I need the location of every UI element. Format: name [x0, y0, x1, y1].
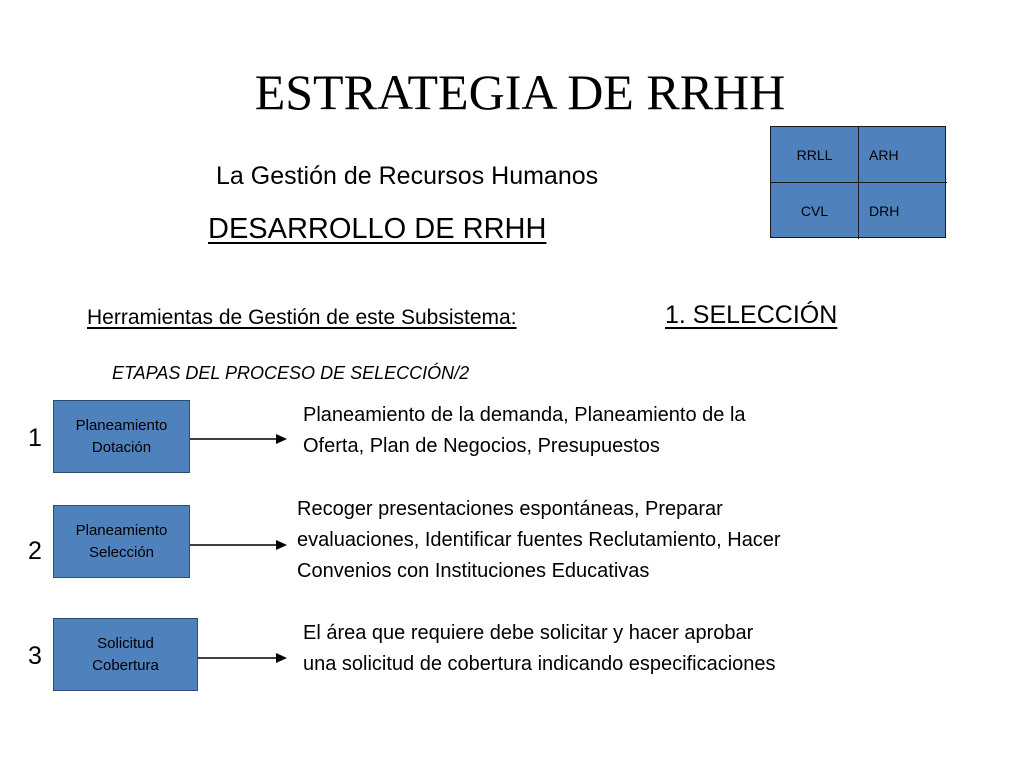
description-line: una solicitud de cobertura indicando especificaciones: [303, 653, 776, 675]
section-heading: DESARROLLO DE RRHH: [208, 213, 547, 245]
description-line: Recoger presentaciones espontáneas, Preparar: [297, 498, 723, 520]
area-matrix: [770, 126, 946, 238]
step-box-planeamiento-dotacion: [53, 400, 190, 473]
tool-name: 1. SELECCIÓN: [665, 301, 838, 329]
description-line: Convenios con Instituciones Educativas: [297, 560, 650, 582]
slide-title: ESTRATEGIA DE RRHH: [254, 64, 786, 120]
step-description-3: [303, 618, 776, 680]
step-description-1: [303, 400, 746, 462]
tools-label: Herramientas de Gestión de este Subsistema:: [87, 306, 517, 329]
stages-title: ETAPAS DEL PROCESO DE SELECCIÓN/2: [112, 363, 470, 383]
matrix-cell-cvl: CVL: [771, 183, 859, 239]
step-description-2: [297, 494, 781, 587]
step-box-line: Solicitud: [97, 634, 154, 652]
arrow-icon: [190, 536, 290, 554]
description-line: evaluaciones, Identificar fuentes Reclutamiento, Hacer: [297, 529, 781, 551]
arrow-icon: [198, 649, 290, 667]
step-box-line: Planeamiento: [75, 521, 168, 539]
step-box-solicitud-cobertura: [53, 618, 198, 691]
description-line: El área que requiere debe solicitar y hacer aprobar: [303, 622, 754, 644]
step-box-line: Cobertura: [92, 656, 159, 674]
subtitle: La Gestión de Recursos Humanos: [216, 162, 599, 190]
description-line: Planeamiento de la demanda, Planeamiento de la: [303, 404, 746, 426]
matrix-cell-rrll: RRLL: [771, 127, 859, 183]
arrow-icon: [190, 430, 290, 448]
matrix-cell-drh: DRH: [869, 203, 900, 219]
step-number-3: 3: [28, 642, 42, 670]
step-box-line: Planeamiento: [75, 416, 168, 434]
step-number-2: 2: [28, 537, 42, 565]
step-box-planeamiento-seleccion: [53, 505, 190, 578]
step-box-line: Selección: [88, 543, 155, 561]
step-number-1: 1: [28, 424, 42, 452]
matrix-cell-arh: ARH: [859, 127, 947, 183]
description-line: Oferta, Plan de Negocios, Presupuestos: [303, 435, 660, 457]
step-box-line: Dotación: [91, 438, 152, 456]
